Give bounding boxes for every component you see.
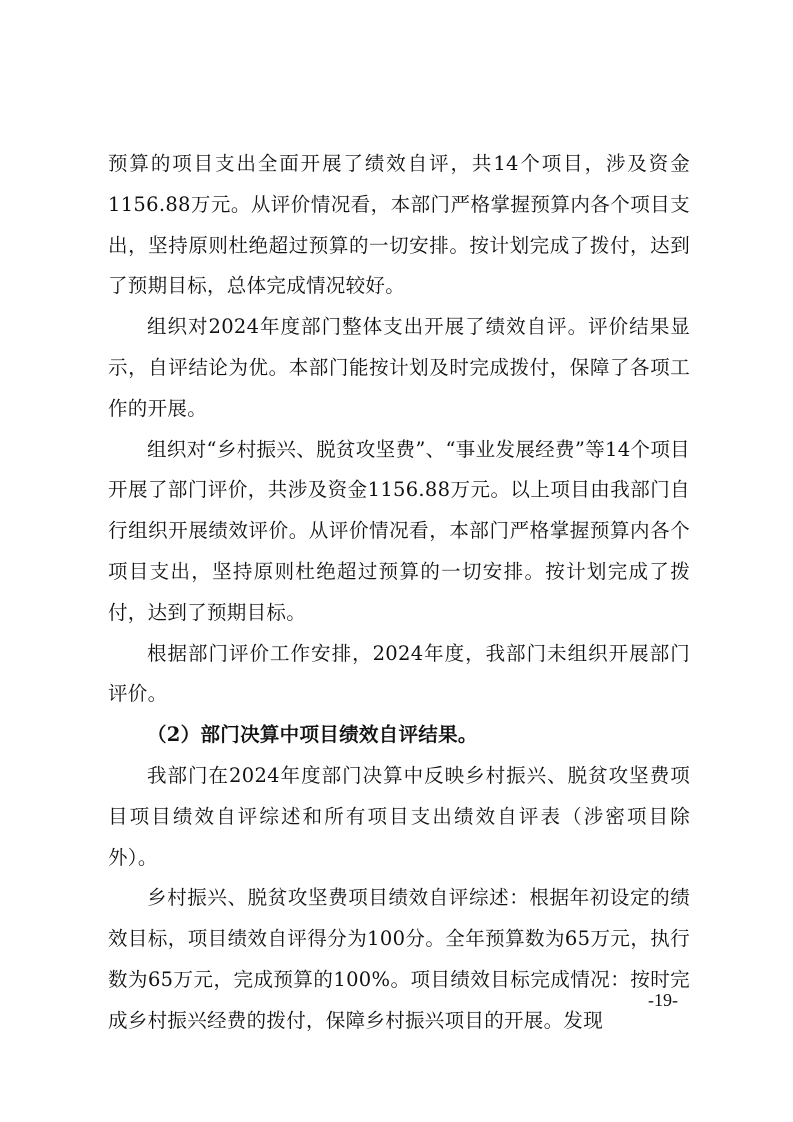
paragraph-4: 根据部门评价工作安排，2024年度，我部门未组织开展部门评价。 <box>108 641 690 706</box>
section-heading: （2）部门决算中项目绩效自评结果。 <box>147 723 478 747</box>
paragraph-1: 预算的项目支出全面开展了绩效自评，共14个项目，涉及资金1156.88万元。从评价情况看，本部门严格掌握预算内各个项目支出，坚持原则杜绝超过预算的一切安排。按计划完成了拨付，达到了预期目标，总体完成情况较好。 <box>108 152 690 298</box>
paragraph-6: 乡村振兴、脱贫攻坚费项目绩效自评综述：根据年初设定的绩效目标，项目绩效自评得分为100分。全年预算数为65万元，执行数为65万元，完成预算的100%。项目绩效目标完成情况：按时完成乡村振兴经费的拨付，保障乡村振兴项目的开展。发现 <box>108 886 690 1032</box>
paragraph-3: 组织对“乡村振兴、脱贫攻坚费”、“事业发展经费”等14个项目开展了部门评价，共涉及资金1156.88万元。以上项目由我部门自行组织开展绩效评价。从评价情况看，本部门严格掌握预算内各个项目支出，坚持原则杜绝超过预算的一切安排。按计划完成了拨付，达到了预期目标。 <box>108 437 690 624</box>
document-body <box>108 144 690 1042</box>
page-number: -19- <box>648 990 678 1010</box>
paragraph-2: 组织对2024年度部门整体支出开展了绩效自评。评价结果显示，自评结论为优。本部门能按计划及时完成拨付，保障了各项工作的开展。 <box>108 315 690 420</box>
paragraph-5: 我部门在2024年度部门决算中反映乡村振兴、脱贫攻坚费项目项目绩效自评综述和所有项目支出绩效自评表（涉密项目除外）。 <box>108 763 690 869</box>
